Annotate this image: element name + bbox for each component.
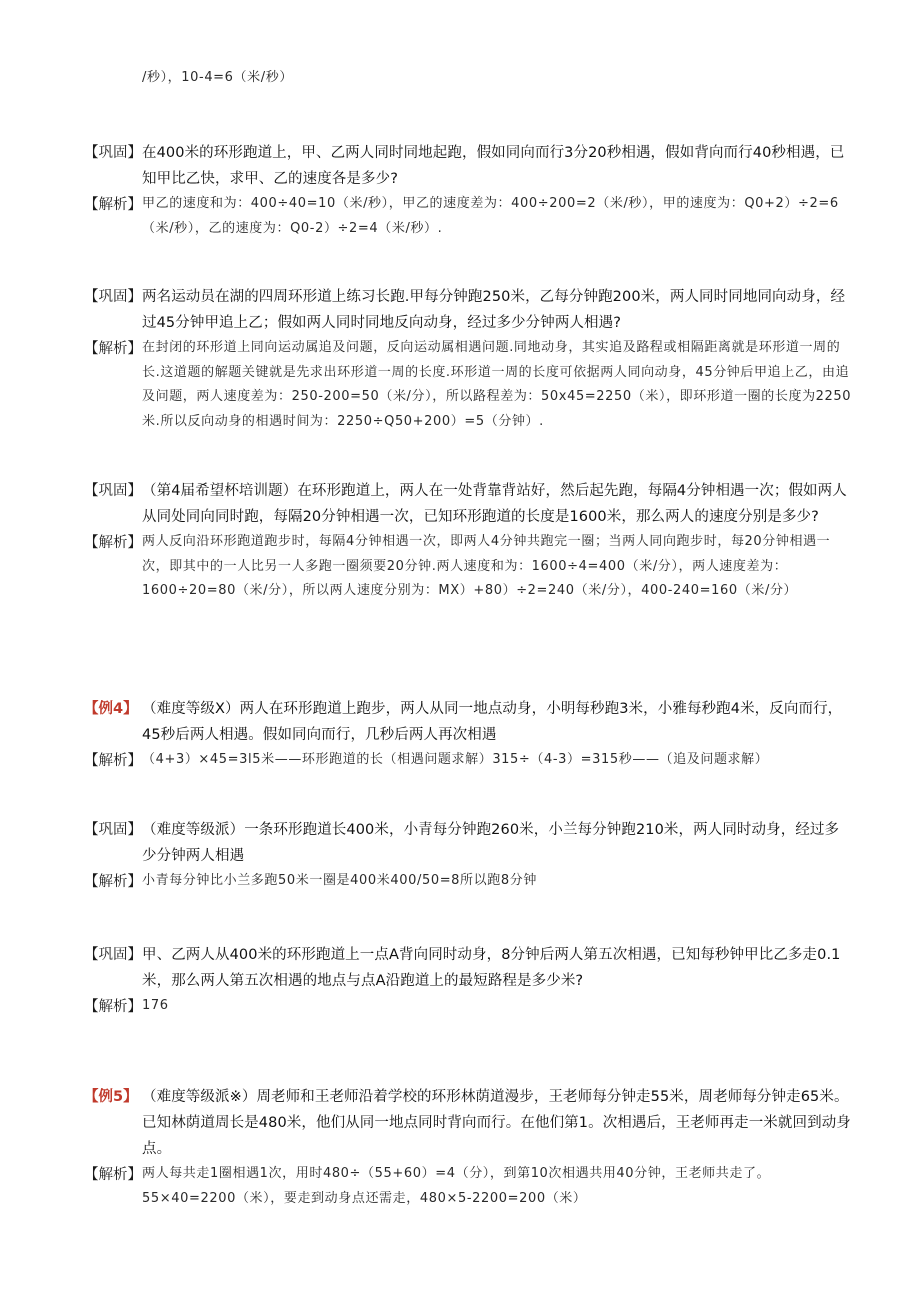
consolidation-label: 【巩固】 (84, 822, 142, 838)
answer-row (84, 869, 852, 895)
question-text: 甲、乙两人从400米的环形跑道上一点A背向同时动身，8分钟后两人第五次相遇，已知每秒钟甲比乙多走0.1米，那么两人第五次相遇的地点与点A沿跑道上的最短路程是多少米? (142, 947, 841, 989)
question-text: 两名运动员在湖的四周环形道上练习长跑.甲每分钟跑250米，乙每分钟跑200米，两人同时同地同向动身，经过45分钟甲追上乙；假如两人同时同地反向动身，经过多少分钟两人相遇? (142, 289, 846, 331)
exercise-block-1 (84, 140, 852, 241)
answer-text: 两人反向沿环形跑道跑步时，每隔4分钟相遇一次，即两人4分钟共跑完一圈；当两人同向跑步时，每20分钟相遇一次，即其中的一人比另一人多跑一圈须要20分钟.两人速度和为：1600÷4=400（米/分），两人速度差为：1600÷20=80（米/分），所以两人速度分别为：MX）+80）÷2=240（米/分），400-240=160（米/分） (142, 534, 831, 598)
question-row (84, 942, 852, 994)
answer-row (84, 192, 852, 241)
question-text: （难度等级派※）周老师和王老师沿着学校的环形林荫道漫步，王老师每分钟走55米，周老师每分钟走65米。已知林荫道周长是480米，他们从同一地点同时背向而行。在他们第1。次相遇后，王老师再走一米就回到动身点。 (142, 1089, 851, 1157)
question-text: （难度等级X）两人在环形跑道上跑步，两人从同一地点动身，小明每秒跑3米，小雅每秒跑4米，反向而行，45秒后两人相遇。假如同向而行，几秒后两人再次相遇 (142, 701, 843, 743)
question-text: 在400米的环形跑道上，甲、乙两人同时同地起跑，假如同向而行3分20秒相遇，假如背向而行40秒相遇，已知甲比乙快，求甲、乙的速度各是多少? (142, 145, 845, 187)
answer-text: 176 (142, 998, 169, 1013)
answer-text: 在封闭的环形道上同向运动属追及问题，反向运动属相遇问题.同地动身，其实追及路程或相隔距离就是环形道一周的长.这道题的解题关键就是先求出环形道一周的长度.环形道一周的长度可依据两人同向动身，45分钟后甲追上乙，由追及问题，两人速度差为：250-200=50（米/分），所以路程差为：50x45=2250（米），即环形道一圈的长度为2250米.所以反向动身的相遇时间为：2250÷Q50+200）=5（分钟）. (142, 340, 852, 429)
exercise-block-2 (84, 284, 852, 434)
analysis-label: 【解析】 (84, 197, 142, 213)
exercise-block-5 (84, 817, 852, 895)
question-row (84, 817, 852, 869)
question-text: （难度等级派）一条环形跑道长400米，小青每分钟跑260米，小兰每分钟跑210米，两人同时动身，经过多少分钟两人相遇 (142, 822, 840, 864)
example-label: 【例4】 (84, 701, 138, 717)
consolidation-label: 【巩固】 (84, 483, 142, 499)
consolidation-label: 【巩固】 (84, 145, 142, 161)
analysis-label: 【解析】 (84, 341, 142, 357)
answer-text: 甲乙的速度和为：400÷40=10（米/秒），甲乙的速度差为：400÷200=2（米/秒），甲的速度为：Q0+2）÷2=6（米/秒），乙的速度为：Q0-2）÷2=4（米/秒）. (142, 196, 839, 236)
example-block-5 (84, 1084, 852, 1211)
answer-row (84, 748, 852, 774)
question-row (84, 696, 852, 748)
answer-text: （4+3）×45=3l5米——环形跑道的长（相遇问题求解）315÷（4-3）=315秒——（追及问题求解） (142, 752, 769, 767)
answer-row (84, 1162, 852, 1211)
exercise-block-6 (84, 942, 852, 1020)
consolidation-label: 【巩固】 (84, 947, 142, 963)
example-block-4 (84, 696, 852, 774)
question-row (84, 284, 852, 336)
question-row (84, 140, 852, 192)
consolidation-label: 【巩固】 (84, 289, 142, 305)
question-row (84, 1084, 852, 1162)
question-row (84, 478, 852, 530)
analysis-label: 【解析】 (84, 753, 142, 769)
analysis-label: 【解析】 (84, 999, 142, 1015)
continued-answer-text: /秒），10-4=6（米/秒） (142, 70, 293, 85)
answer-row (84, 336, 852, 434)
answer-row (84, 994, 852, 1020)
answer-text: 两人每共走1圈相遇1次，用时480÷（55+60）=4（分），到第10次相遇共用40分钟，王老师共走了。55×40=2200（米），要走到动身点还需走，480×5-2200=200（米） (142, 1166, 771, 1206)
answer-text: 小青每分钟比小兰多跑50米一圈是400米400/50=8所以跑8分钟 (142, 873, 537, 888)
analysis-label: 【解析】 (84, 535, 142, 551)
example-label: 【例5】 (84, 1089, 138, 1105)
exercise-block-3 (84, 478, 852, 604)
answer-row (84, 530, 852, 604)
question-text: （第4届希望杯培训题）在环形跑道上，两人在一处背靠背站好，然后起先跑，每隔4分钟相遇一次；假如两人从同处同向同时跑，每隔20分钟相遇一次，已知环形跑道的长度是1600米，那么两人的速度分别是多少? (142, 483, 847, 525)
analysis-label: 【解析】 (84, 874, 142, 890)
analysis-label: 【解析】 (84, 1167, 142, 1183)
